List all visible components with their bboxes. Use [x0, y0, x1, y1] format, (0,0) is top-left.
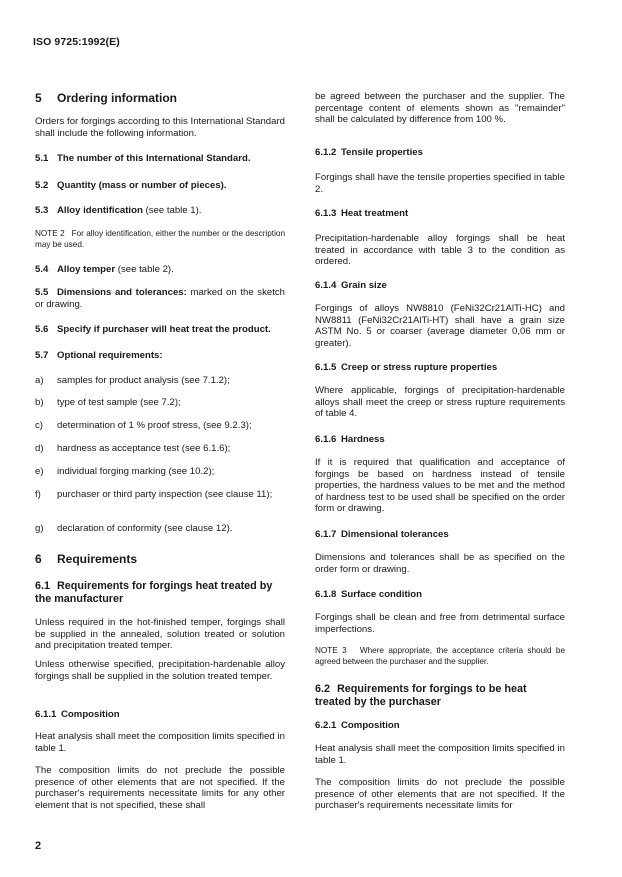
- list-item: g) declaration of conformity (see clause 12).: [35, 523, 233, 534]
- clause-6-1-heading: 6.1 Requirements for forgings heat treated by the manufacturer: [35, 580, 273, 605]
- clause-6-1-1-heading: 6.1.1 Composition: [35, 709, 120, 720]
- clause-6-1-2-heading: 6.1.2 Tensile properties: [315, 147, 423, 158]
- list-item: d) hardness as acceptance test (see 6.1.6);: [35, 443, 231, 454]
- clause-6-2-1-paragraph: The composition limits do not preclude the possible presence of other elements that are not specified. If the purchaser's requirements necessitate limits for: [315, 777, 565, 812]
- list-item: b) type of test sample (see 7.2);: [35, 397, 181, 408]
- list-item: e) individual forging marking (see 10.2);: [35, 466, 215, 477]
- section-number: 5: [35, 91, 42, 105]
- clause-6-1-6-heading: 6.1.6 Hardness: [315, 434, 385, 445]
- list-item: c) determination of 1 % proof stress, (see 9.2.3);: [35, 420, 252, 431]
- clause-6-1-5-heading: 6.1.5 Creep or stress rupture properties: [315, 362, 498, 373]
- clause-6-2-1-heading: 6.2.1 Composition: [315, 720, 400, 731]
- clause-6-2-heading: 6.2 Requirements for forgings to be heat treated by the purchaser: [315, 683, 527, 708]
- clause-6-1-paragraph: Unless required in the hot-finished temper, forgings shall be supplied in the annealed, solution treated or solution and precipitation treated temper.: [35, 617, 285, 652]
- clause-6-1-3-paragraph: Precipitation-hardenable alloy forgings shall be heat treated in accordance with table 3 to the condition as ordered.: [315, 233, 565, 268]
- clause-6-1-1-paragraph: Heat analysis shall meet the composition limits specified in table 1.: [35, 731, 285, 754]
- clause-5-1: 5.1 The number of this International Standard.: [35, 153, 251, 164]
- clause-6-1-8-paragraph: Forgings shall be clean and free from detrimental surface imperfections.: [315, 612, 565, 635]
- section-6-heading: 6 Requirements: [35, 552, 138, 566]
- clause-6-1-4-heading: 6.1.4 Grain size: [315, 280, 387, 291]
- note-2: NOTE 2 For alloy identification, either the number or the description may be used.: [35, 229, 285, 249]
- clause-6-1-7-heading: 6.1.7 Dimensional tolerances: [315, 529, 449, 540]
- clause-6-1-4-paragraph: Forgings of alloys NW8810 (FeNi32Cr21AlTi-HC) and NW8811 (FeNi32Cr21AlTi-HT) shall have a grain size ASTM No. 5 or coarser (average diameter 0,06 mm or greater).: [315, 303, 565, 349]
- clause-6-1-paragraph: Unless otherwise specified, precipitation-hardenable alloy forgings shall be supplied in the solution treated temper.: [35, 659, 285, 682]
- clause-6-1-3-heading: 6.1.3 Heat treatment: [315, 208, 409, 219]
- clause-6-1-2-paragraph: Forgings shall have the tensile properties specified in table 2.: [315, 172, 565, 195]
- note-label: NOTE 3: [315, 646, 347, 655]
- section-title: Ordering information: [57, 91, 177, 105]
- page-number: 2: [35, 840, 42, 852]
- note-label: NOTE 2: [35, 229, 65, 238]
- list-item: f) purchaser or third party inspection (see clause 11);: [35, 489, 273, 500]
- clause-5-2: 5.2 Quantity (mass or number of pieces).: [35, 180, 227, 191]
- clause-6-1-5-paragraph: Where applicable, forgings of precipitation-hardenable alloys shall meet the creep or stress rupture requirements of table 4.: [315, 385, 565, 420]
- document-header: ISO 9725:1992(E): [33, 36, 120, 48]
- clause-6-1-6-paragraph: If it is required that qualification and acceptance of forgings be based on hardness instead of tensile properties, the hardness values to be met and the method of hardness test to be used shall be specified on the order form or drawing.: [315, 457, 565, 515]
- clause-5-5: 5.5 Dimensions and tolerances: marked on the sketch or drawing.: [35, 287, 285, 310]
- continued-paragraph: be agreed between the purchaser and the supplier. The percentage content of elements shown as "remainder" shall be calculated by difference from 100 %.: [315, 91, 565, 126]
- clause-5-6: 5.6 Specify if purchaser will heat treat the product.: [35, 324, 271, 335]
- note-3: NOTE 3 Where appropriate, the acceptance criteria should be agreed between the purchaser and the supplier.: [315, 646, 565, 666]
- clause-6-2-1-paragraph: Heat analysis shall meet the composition limits specified in table 1.: [315, 743, 565, 766]
- list-item: a) samples for product analysis (see 7.1.2);: [35, 375, 230, 386]
- section-5-intro: Orders for forgings according to this International Standard shall include the following information.: [35, 116, 285, 139]
- section-5-heading: [35, 91, 285, 105]
- clause-6-1-8-heading: 6.1.8 Surface condition: [315, 589, 423, 600]
- clause-6-1-7-paragraph: Dimensions and tolerances shall be as specified on the order form or drawing.: [315, 552, 565, 575]
- clause-5-4: 5.4 Alloy temper (see table 2).: [35, 264, 174, 275]
- clause-6-1-1-paragraph: The composition limits do not preclude the possible presence of other elements that are not specified. If the purchaser's requirements necessitate limits for any other element that is not specified, these shall: [35, 765, 285, 811]
- clause-5-7: 5.7 Optional requirements:: [35, 350, 163, 361]
- clause-5-3: 5.3 Alloy identification (see table 1).: [35, 205, 202, 216]
